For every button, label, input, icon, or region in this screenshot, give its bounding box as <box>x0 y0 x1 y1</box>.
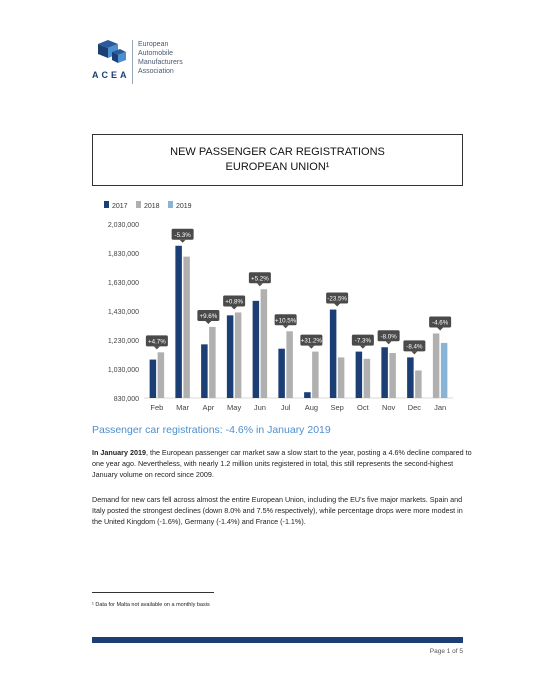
org-line: Manufacturers <box>138 59 183 66</box>
page-number: Page 1 of 5 <box>429 648 463 655</box>
y-tick-label: 1,630,000 <box>107 280 139 287</box>
legend-swatch-2017 <box>104 201 109 208</box>
change-callout-pointer <box>231 306 237 309</box>
bar-2017-Mar <box>175 246 182 398</box>
logo-acronym: ACEA <box>92 70 130 80</box>
acea-logo-icon <box>92 40 128 70</box>
change-callout-pointer <box>154 346 160 349</box>
paragraph-1 <box>92 447 472 480</box>
x-tick-label: Mar <box>176 403 190 412</box>
change-callout-pointer <box>283 325 289 328</box>
y-tick-label: 1,430,000 <box>107 309 139 316</box>
change-callout-label: -23.5% <box>327 295 347 303</box>
bar-2017-Feb <box>150 360 157 398</box>
bar-2018-May <box>235 312 242 398</box>
change-callout-pointer <box>205 321 211 324</box>
bar-2018-Aug <box>312 352 319 398</box>
change-callout-label: +5.2% <box>251 275 269 283</box>
bar-2017-May <box>227 315 234 398</box>
bar-2018-Nov <box>389 353 396 398</box>
bar-2018-Apr <box>209 327 216 398</box>
chart-title-line1: NEW PASSENGER CAR REGISTRATIONS <box>170 146 385 158</box>
change-callout-pointer <box>308 346 314 349</box>
x-tick-label: Aug <box>304 403 319 412</box>
change-callout-label: -8.0% <box>380 333 397 341</box>
change-callout-label: -8.4% <box>406 343 423 351</box>
change-callout-pointer <box>360 346 366 349</box>
paragraph-1-lead: In January 2019 <box>92 448 146 457</box>
x-tick-label: Nov <box>381 403 396 412</box>
change-callout-label: +31.2% <box>300 337 322 345</box>
y-tick-label: 1,030,000 <box>107 367 139 374</box>
y-tick-label: 1,230,000 <box>107 338 139 345</box>
bar-2018-Jun <box>261 289 268 398</box>
change-callout-pointer <box>334 304 340 307</box>
logo-divider <box>132 40 133 84</box>
section-heading: Passenger car registrations: -4.6% in January 2019 <box>92 424 331 436</box>
bar-2017-Sep <box>330 310 337 398</box>
change-callout-label: +4.7% <box>148 338 166 346</box>
footnote-rule <box>92 592 214 593</box>
change-callout-label: -7.3% <box>354 337 371 345</box>
org-line: European <box>138 41 169 48</box>
bar-2019-Jan <box>441 343 448 398</box>
change-callout-label: +9.6% <box>199 312 218 320</box>
org-line: Association <box>138 68 174 75</box>
bar-2018-Oct <box>364 359 371 398</box>
legend-label-2017: 2017 <box>112 203 128 210</box>
legend-swatch-2018 <box>136 201 141 208</box>
bar-2017-Oct <box>356 352 363 398</box>
bar-2017-Nov <box>381 347 388 398</box>
change-callout-label: +10.5% <box>275 317 297 325</box>
chart-title-box <box>92 134 463 186</box>
x-tick-label: Feb <box>150 403 164 412</box>
x-tick-label: Jul <box>280 403 291 412</box>
footer-bar <box>92 637 463 643</box>
org-line: Automobile <box>138 50 174 57</box>
x-tick-label: Sep <box>330 403 344 412</box>
change-callout-label: -4.6% <box>432 319 449 327</box>
change-callout-pointer <box>411 351 417 354</box>
x-tick-label: May <box>227 403 242 412</box>
x-tick-label: Oct <box>357 403 369 412</box>
change-callout-pointer <box>180 240 186 243</box>
bar-2018-Mar <box>183 257 190 398</box>
change-callout-label: +0.8% <box>225 298 243 306</box>
acea-logo <box>92 40 212 90</box>
bar-2018-Dec <box>415 370 422 398</box>
change-callout-pointer <box>437 327 443 330</box>
bar-2017-Jun <box>253 301 260 398</box>
bar-2017-Apr <box>201 344 208 398</box>
bar-2017-Jul <box>278 349 285 398</box>
legend-label-2018: 2018 <box>144 203 160 210</box>
bar-2018-Sep <box>338 357 345 398</box>
x-tick-label: Jan <box>434 403 447 412</box>
bar-2018-Feb <box>158 352 165 398</box>
change-callout-label: -5.3% <box>174 231 191 239</box>
paragraph-1-body: , the European passenger car market saw a slow start to the year, posting a 4.6% decline compared to one year ago. Nevertheless, with nearly 1.2 million units registered in total, this still represents the second-highest January volume on record since 2009. <box>92 448 472 479</box>
change-callout-pointer <box>257 283 263 286</box>
legend-label-2019: 2019 <box>176 203 192 210</box>
y-tick-label: 1,830,000 <box>107 251 139 258</box>
x-tick-label: Jun <box>253 403 266 412</box>
logo-org-name <box>138 40 183 76</box>
footnote: ¹ Data for Malta not available on a monthly basis <box>92 602 210 608</box>
x-tick-label: Dec <box>407 403 422 412</box>
bar-2018-Jul <box>286 331 293 398</box>
bar-2017-Dec <box>407 357 414 398</box>
x-tick-label: Apr <box>202 403 215 412</box>
bar-2018-Jan <box>433 333 440 398</box>
legend-swatch-2019 <box>168 201 173 208</box>
bar-2017-Aug <box>304 392 311 398</box>
change-callout-pointer <box>386 341 392 344</box>
y-tick-label: 2,030,000 <box>107 222 139 229</box>
chart-title-line2: EUROPEAN UNION¹ <box>225 161 330 173</box>
registrations-bar-chart <box>92 196 463 416</box>
y-tick-label: 830,000 <box>113 396 139 403</box>
paragraph-2: Demand for new cars fell across almost the entire European Union, including the EU's five major markets. Spain and Italy posted the strongest declines (down 8.0% and 7.5% respectively), while percentage drops were more modest in the United Kingdom (-1.6%), Germany (-1.4%) and France (-1.1%). <box>92 495 463 526</box>
